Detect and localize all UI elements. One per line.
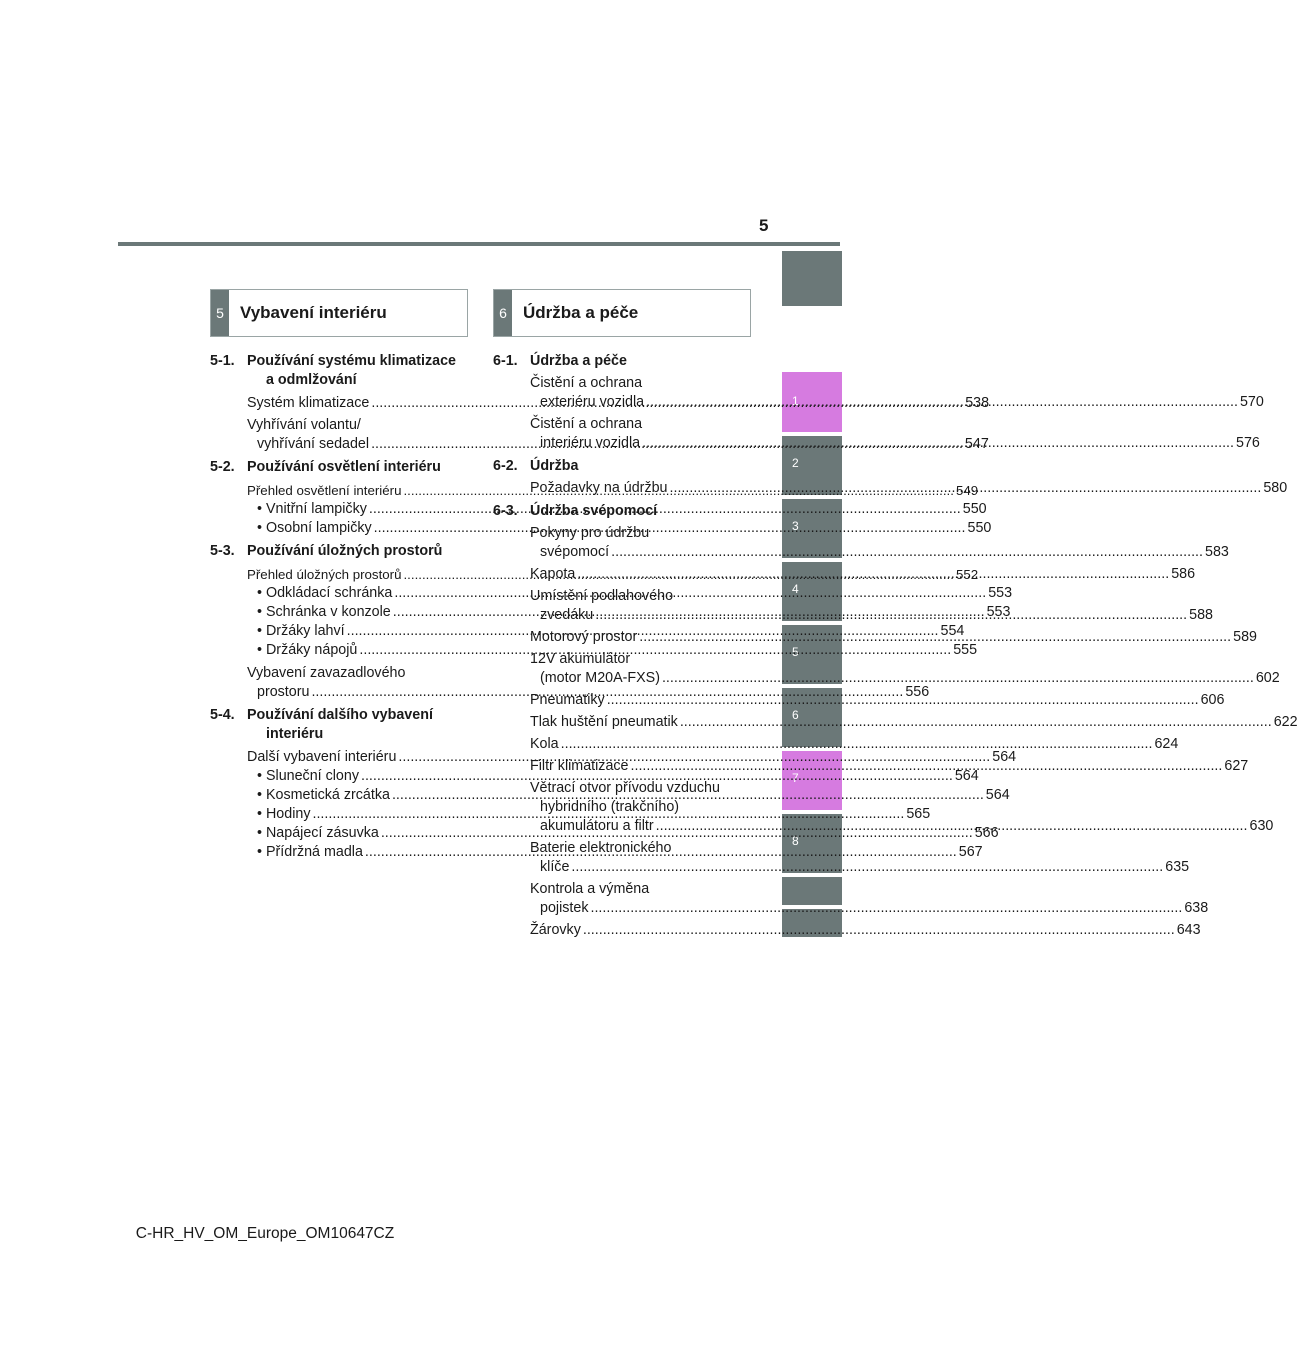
toc-entry-page: 566 bbox=[974, 825, 999, 841]
toc-entry-text: Tlak huštění pneumatik bbox=[530, 714, 678, 730]
toc-entry-page: 550 bbox=[962, 501, 987, 517]
toc-entry[interactable] bbox=[493, 880, 1209, 918]
toc-group-6-3 bbox=[493, 502, 741, 521]
toc-entry-page: 564 bbox=[992, 749, 1017, 765]
toc-entry-text: Čistění a ochrana bbox=[530, 416, 643, 432]
toc-entry-page: 576 bbox=[1236, 435, 1260, 451]
toc-group-5-3 bbox=[210, 542, 458, 561]
toc-group-5-2 bbox=[210, 458, 458, 477]
toc-entry-text: Kola bbox=[530, 736, 559, 752]
toc-entry-text: Vybavení zavazadlového bbox=[247, 665, 406, 681]
toc-entry-text: pojistek bbox=[540, 900, 589, 916]
toc-entry-page: 556 bbox=[905, 684, 930, 700]
toc-group-title-line: a odmlžování bbox=[266, 372, 357, 388]
toc-group-number: 5-4. bbox=[210, 707, 235, 723]
toc-entry-text: akumulátoru a filtr bbox=[540, 818, 654, 834]
section-5-header bbox=[210, 289, 468, 337]
toc-entry-text: • Držáky lahví bbox=[257, 623, 345, 639]
toc-entry-page: 538 bbox=[965, 395, 990, 411]
toc-entry-text: hybridního (trakčního) bbox=[540, 799, 680, 815]
toc-entry-text: Požadavky na údržbu bbox=[530, 480, 668, 496]
toc-entry-text: Pneumatiky bbox=[530, 692, 605, 708]
toc-entry-page: 570 bbox=[1239, 394, 1264, 410]
toc-entry-page: 555 bbox=[953, 642, 978, 658]
section-6-number: 6 bbox=[494, 290, 512, 336]
toc-entry-page: 554 bbox=[940, 623, 965, 639]
toc-entry[interactable] bbox=[493, 921, 1201, 940]
toc-entry-text: Vyhřívání volantu/ bbox=[247, 417, 361, 433]
side-tab-label: 8 bbox=[792, 834, 799, 848]
toc-group-title-line: Používání systému klimatizace bbox=[247, 353, 456, 369]
section-5-number: 5 bbox=[211, 290, 229, 336]
toc-group-title[interactable] bbox=[245, 706, 458, 744]
toc-entry-page: 580 bbox=[1263, 480, 1288, 496]
section-6-title: Údržba a péče bbox=[523, 303, 639, 322]
toc-entry-text: Větrací otvor přívodu vzduchu bbox=[530, 780, 720, 796]
toc-entry-page: 553 bbox=[986, 604, 1011, 620]
toc-entry-page: 547 bbox=[964, 436, 989, 452]
page-number: 5 bbox=[759, 216, 769, 235]
toc-entry-page: 638 bbox=[1184, 900, 1209, 916]
toc-entry-page: 643 bbox=[1176, 922, 1201, 938]
toc-entry-text: • Kosmetická zrcátka bbox=[257, 787, 390, 803]
toc-entry-text: interiéru vozidla bbox=[540, 435, 641, 451]
toc-entry-page: 588 bbox=[1189, 607, 1213, 623]
toc-entry-text: Další vybavení interiéru bbox=[247, 749, 397, 765]
toc-entry-page: 565 bbox=[906, 806, 931, 822]
toc-entry-text: • Osobní lampičky bbox=[257, 520, 372, 536]
toc-entry-text: • Schránka v konzole bbox=[257, 604, 391, 620]
toc-entry-text: Umístění podlahového bbox=[530, 588, 674, 604]
toc-group-title[interactable]: Údržba bbox=[530, 458, 579, 474]
toc-entry-text: • Přídržná madla bbox=[257, 844, 363, 860]
side-tab-label: 1 bbox=[792, 394, 799, 408]
side-tab-label: 7 bbox=[792, 771, 799, 785]
toc-entry-page: 564 bbox=[985, 787, 1010, 803]
toc-entry-text: Přehled úložných prostorů bbox=[247, 567, 402, 582]
toc-entry-page: 624 bbox=[1154, 736, 1179, 752]
toc-group-5-1 bbox=[210, 352, 458, 390]
toc-entry-text: exteriéru vozidla bbox=[540, 394, 645, 410]
toc-group-number: 6-1. bbox=[493, 353, 518, 369]
toc-entry-page: 586 bbox=[1171, 566, 1196, 582]
toc-entry-text: Filtr klimatizace bbox=[530, 758, 629, 774]
toc-entry-text: zvedáku bbox=[540, 607, 594, 623]
toc-group-number: 5-2. bbox=[210, 459, 235, 475]
toc-group-title-line: interiéru bbox=[266, 726, 324, 742]
side-tab-label: 4 bbox=[792, 582, 799, 596]
toc-group-title[interactable]: Používání osvětlení interiéru bbox=[247, 459, 441, 475]
toc-entry-text: Žárovky bbox=[530, 922, 581, 938]
toc-entry-page: 622 bbox=[1273, 714, 1298, 730]
toc-group-number: 5-1. bbox=[210, 353, 235, 369]
toc-group-title[interactable] bbox=[245, 352, 458, 390]
toc-entry-text: • Držáky nápojů bbox=[257, 642, 358, 658]
toc-entry-text: svépomocí bbox=[540, 544, 610, 560]
toc-group-number: 6-3. bbox=[493, 503, 518, 519]
toc-entry-text: Kontrola a výměna bbox=[530, 881, 650, 897]
toc-group-5-4 bbox=[210, 706, 458, 744]
toc-entry-text: prostoru bbox=[257, 684, 310, 700]
section-5-title: Vybavení interiéru bbox=[240, 303, 387, 322]
toc-group-title[interactable]: Používání úložných prostorů bbox=[247, 543, 443, 559]
toc-entry-text: • Napájecí zásuvka bbox=[257, 825, 379, 841]
toc-entry-page: 589 bbox=[1233, 629, 1257, 645]
toc-entry-page: 602 bbox=[1255, 670, 1280, 686]
toc-entry-page: 549 bbox=[955, 483, 979, 498]
toc-entry-text: • Sluneční clony bbox=[257, 768, 359, 784]
toc-entry-page: 583 bbox=[1205, 544, 1229, 560]
side-tab-blank-top bbox=[782, 251, 842, 306]
toc-entry-page: 552 bbox=[955, 567, 979, 582]
toc-entry-page: 627 bbox=[1224, 758, 1249, 774]
toc-group-number: 5-3. bbox=[210, 543, 235, 559]
toc-entry-text: • Vnitřní lampičky bbox=[257, 501, 367, 517]
toc-entry-page: 553 bbox=[988, 585, 1013, 601]
toc-entry-page: 606 bbox=[1200, 692, 1225, 708]
toc-entry-page: 564 bbox=[954, 768, 979, 784]
toc-group-6-2 bbox=[493, 457, 741, 476]
toc-group-title-line: Používání dalšího vybavení bbox=[247, 707, 433, 723]
toc-entry-text: (motor M20A-FXS) bbox=[540, 670, 660, 686]
toc-group-6-1 bbox=[493, 352, 741, 371]
side-tab-label: 2 bbox=[792, 456, 799, 470]
header-rule bbox=[118, 242, 840, 246]
side-tab-label: 3 bbox=[792, 519, 799, 533]
toc-entry-text: 12V akumulátor bbox=[530, 651, 631, 667]
toc-entry-text: Motorový prostor bbox=[530, 629, 638, 645]
document-code: C-HR_HV_OM_Europe_OM10647CZ bbox=[135, 1225, 395, 1242]
toc-entry-page: 635 bbox=[1165, 859, 1190, 875]
section-6-header bbox=[493, 289, 751, 337]
toc-entry-text: Čistění a ochrana bbox=[530, 375, 643, 391]
toc-group-title[interactable]: Údržba a péče bbox=[530, 353, 627, 369]
toc-entry-page: 630 bbox=[1249, 818, 1274, 834]
side-tab-label: 6 bbox=[792, 708, 799, 722]
toc-entry[interactable] bbox=[493, 713, 1298, 732]
toc-entry[interactable] bbox=[493, 735, 1179, 754]
toc-entry-text: vyhřívání sedadel bbox=[257, 436, 370, 452]
toc-entry-text: Kapota bbox=[530, 566, 576, 582]
toc-entry-text: • Hodiny bbox=[257, 806, 311, 822]
toc-group-title[interactable]: Údržba svépomocí bbox=[530, 503, 658, 519]
side-tab-label: 5 bbox=[792, 645, 799, 659]
toc-entry-text: • Odkládací schránka bbox=[257, 585, 393, 601]
toc-entry-text: Pokyny pro údržbu bbox=[530, 525, 650, 541]
toc-subentry[interactable] bbox=[210, 767, 979, 786]
toc-group-number: 6-2. bbox=[493, 458, 518, 474]
toc-entry-page: 550 bbox=[967, 520, 992, 536]
toc-entry-text: Baterie elektronického bbox=[530, 840, 672, 856]
toc-entry-text: Přehled osvětlení interiéru bbox=[247, 483, 402, 498]
toc-entry-text: klíče bbox=[540, 859, 570, 875]
toc-entry-text: Systém klimatizace bbox=[247, 395, 370, 411]
toc-entry-page: 567 bbox=[958, 844, 983, 860]
